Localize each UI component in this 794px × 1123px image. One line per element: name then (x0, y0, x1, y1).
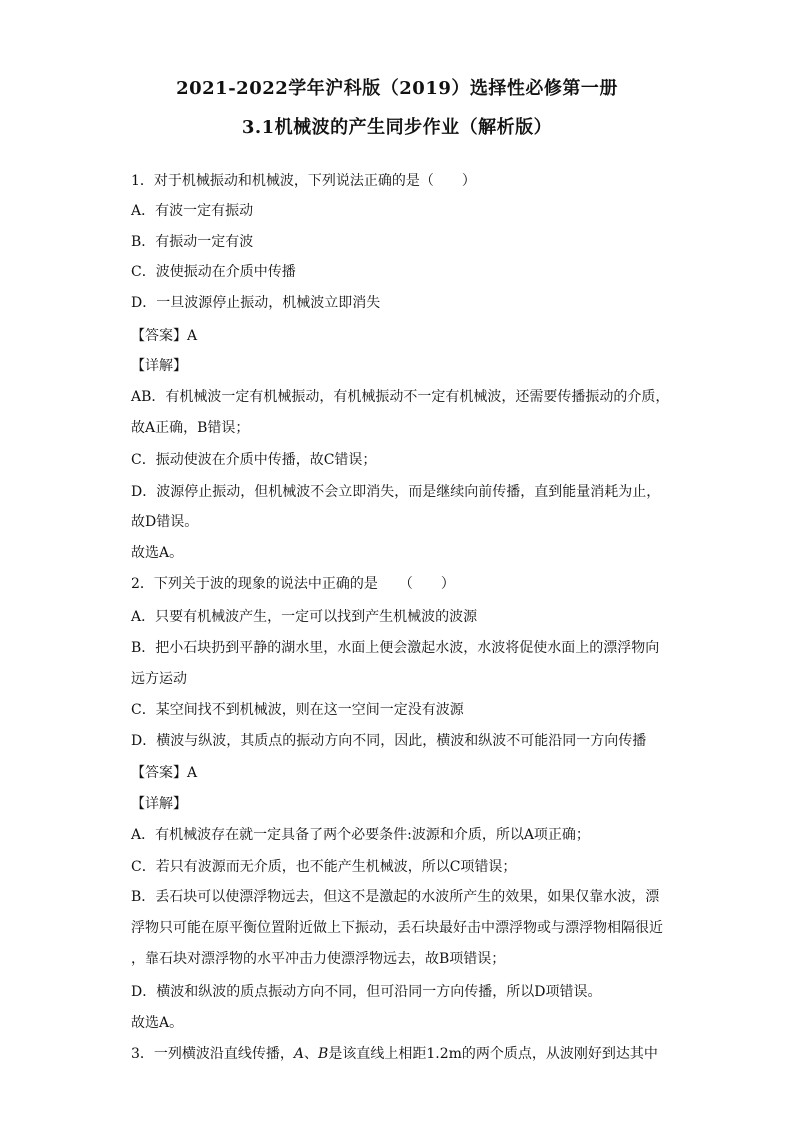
q1-choice: 故选A。 (131, 545, 184, 561)
q1-explanation-3b: 故D错误。 (131, 514, 199, 530)
q1-explanation-3a: D．波源停止振动，但机械波不会立即消失，而是继续向前传播，直到能量消耗为止， (131, 484, 661, 500)
q1-option-c: C．波使振动在介质中传播 (131, 264, 296, 280)
q2-option-c: C．某空间找不到机械波，则在这一空间一定没有波源 (131, 702, 464, 718)
q3-stem (131, 1045, 658, 1063)
q2-explanation-3b: 浮物只可能在原平衡位置附近做上下振动，丢石块最好击中漂浮物或与漂浮物相隔很近 (131, 920, 663, 936)
q1-explanation-1a: AB．有机械波一定有机械振动，有机械振动不一定有机械波，还需要传播振动的介质， (131, 389, 670, 405)
q2-answer: 【答案】A (131, 765, 198, 781)
q2-explanation-4: D．横波和纵波的质点振动方向不同，但可沿同一方向传播，所以D项错误。 (131, 984, 602, 1000)
q3-stem-suffix: 是该直线上相距1.2m的两个质点，从波刚好到达其中 (328, 1046, 658, 1062)
q3-point-b: B (318, 1046, 329, 1062)
q1-detail-heading: 【详解】 (131, 358, 187, 374)
q1-option-b: B．有振动一定有波 (131, 234, 254, 250)
q1-stem: 1．对于机械振动和机械波，下列说法正确的是（ ） (131, 173, 476, 189)
q2-explanation-2: C．若只有波源而无介质，也不能产生机械波，所以C项错误； (131, 859, 517, 875)
document-subtitle: 3.1机械波的产生同步作业（解析版） (241, 117, 553, 138)
q2-explanation-3c: ，靠石块对漂浮物的水平冲击力使漂浮物远去，故B项错误； (131, 951, 506, 967)
q2-explanation-1: A．有机械波存在就一定具备了两个必要条件:波源和介质，所以A项正确； (131, 827, 590, 843)
q2-choice: 故选A。 (131, 1015, 184, 1031)
q2-explanation-3a: B．丢石块可以使漂浮物远去，但这不是激起的水波所产生的效果，如果仅靠水波，漂 (131, 889, 660, 905)
q1-explanation-2: C．振动使波在介质中传播，故C错误； (131, 452, 377, 468)
q2-detail-heading: 【详解】 (131, 796, 187, 812)
q1-answer: 【答案】A (131, 328, 198, 344)
q2-stem: 2．下列关于波的现象的说法中正确的是 （ ） (131, 576, 455, 592)
q3-stem-prefix: 3．一列横波沿直线传播， (131, 1046, 294, 1062)
q2-option-b-line1: B．把小石块扔到平静的湖水里，水面上便会激起水波，水波将促使水面上的漂浮物向 (131, 640, 660, 656)
q2-option-d: D．横波与纵波，其质点的振动方向不同，因此，横波和纵波不可能沿同一方向传播 (131, 733, 647, 749)
document-title: 2021-2022学年沪科版（2019）选择性必修第一册 (176, 78, 618, 99)
q2-option-b-line2: 远方运动 (131, 671, 187, 687)
q3-separator: 、 (304, 1046, 319, 1062)
q1-option-a: A．有波一定有振动 (131, 203, 254, 219)
q3-point-a: A (293, 1046, 305, 1062)
q1-option-d: D．一旦波源停止振动，机械波立即消失 (131, 295, 381, 311)
q1-explanation-1b: 故A正确，B错误； (131, 420, 250, 436)
q2-option-a: A．只要有机械波产生，一定可以找到产生机械波的波源 (131, 609, 478, 625)
